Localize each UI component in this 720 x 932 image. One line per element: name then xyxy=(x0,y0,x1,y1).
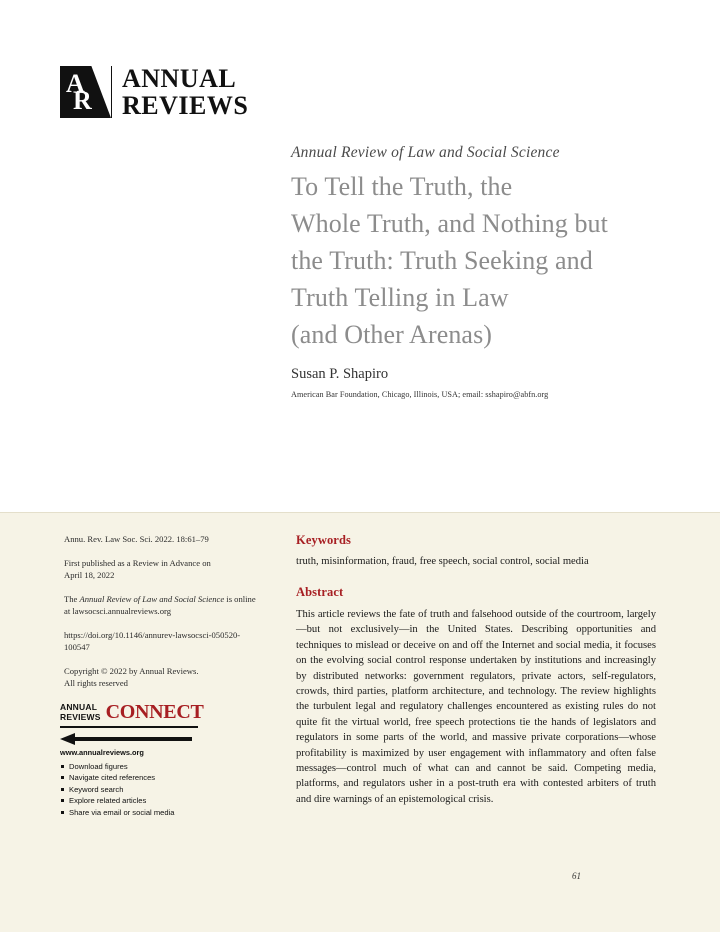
left-arrow-icon xyxy=(60,733,192,745)
article-metadata-column xyxy=(64,533,260,701)
page-title xyxy=(291,168,691,353)
title-line-3: the Truth: Truth Seeking and xyxy=(291,246,593,275)
connect-title: CONNECT xyxy=(105,701,204,723)
connect-feature-list xyxy=(60,761,260,819)
list-item[interactable]: Navigate cited references xyxy=(60,772,260,784)
connect-header xyxy=(60,701,260,724)
first-published-line-2: April 18, 2022 xyxy=(64,570,115,580)
doi-line-2[interactable]: 100547 xyxy=(64,642,90,652)
citation-line: Annu. Rev. Law Soc. Sci. 2022. 18:61–79 xyxy=(64,534,209,544)
journal-name: Annual Review of Law and Social Science xyxy=(291,144,560,161)
abstract-heading: Abstract xyxy=(296,585,344,599)
keywords-heading: Keywords xyxy=(296,533,351,547)
annual-reviews-logo xyxy=(60,66,248,119)
journal-online-title: Annual Review of Law and Social Science xyxy=(79,593,225,604)
first-published-line-1: First published as a Review in Advance on xyxy=(64,557,211,568)
abstract-column xyxy=(296,533,656,807)
list-item[interactable]: Download figures xyxy=(60,761,260,773)
author-affiliation: American Bar Foundation, Chicago, Illinois, USA; email: sshapiro@abfn.org xyxy=(291,390,549,399)
keywords-text: truth, misinformation, fraud, free speech, social control, social media xyxy=(296,556,589,567)
title-line-4: Truth Telling in Law xyxy=(291,283,509,312)
journal-online-url[interactable]: at lawsocsci.annualreviews.org xyxy=(64,606,171,616)
connect-url[interactable]: www.annualreviews.org xyxy=(60,747,144,757)
journal-online-prefix: The xyxy=(64,593,80,604)
copyright-note xyxy=(64,665,260,690)
title-line-1: To Tell the Truth, the xyxy=(291,172,513,201)
logo-slash-shape xyxy=(91,65,111,118)
copyright-line-1: Copyright © 2022 by Annual Reviews. xyxy=(64,665,199,676)
connect-divider xyxy=(60,726,198,728)
annual-reviews-logo-icon xyxy=(60,66,112,118)
logo-letter-a: A xyxy=(66,69,84,98)
journal-online-suffix: is online xyxy=(224,593,256,604)
connect-logo-line-2: REVIEWS xyxy=(60,711,101,722)
annual-reviews-connect-block xyxy=(60,701,260,818)
connect-logo-wordmark xyxy=(60,703,101,722)
connect-logo-line-1: ANNUAL xyxy=(60,702,98,712)
abstract-text: This article reviews the fate of truth and falsehood outside of the courtroom, largely—but not exclusively—in the United States. Describing opportunities and techniques to mislead or deceive on and off the Internet and social media, it focuses on the evolving social control response undertaken by institutions and increasingly by distributed networks: government regulators, private actors, self-regulators, crowds, third parties, platform architecture, and technology. The review highlights the turbulent legal and regulatory challenges encountered as existing rules do not quite fit the virtual world, free speech protections tie the hands of legislators and regulators in some parts of the world, and massive private corporations—whose profitability is maximized by user engagement with inflammatory and often false messages—control much of what can and cannot be said. Competing media, platforms, and regulators usher in a post-truth era with contested arbiters of truth and dire warnings of an epistemological crisis. xyxy=(296,609,656,805)
list-item[interactable]: Keyword search xyxy=(60,784,260,796)
article-info-area xyxy=(0,512,720,932)
doi-link[interactable] xyxy=(64,629,260,654)
author-name: Susan P. Shapiro xyxy=(291,366,389,382)
logo-letter-r: R xyxy=(73,86,91,115)
copyright-line-2: All rights reserved xyxy=(64,678,128,688)
list-item[interactable]: Explore related articles xyxy=(60,795,260,807)
logo-wordmark-line-2: REVIEWS xyxy=(122,91,249,120)
page-number: 61 xyxy=(572,871,581,881)
logo-wordmark xyxy=(122,66,248,119)
journal-online-note xyxy=(64,593,260,618)
logo-wordmark-line-1: ANNUAL xyxy=(122,64,237,93)
first-published xyxy=(64,557,260,582)
title-line-2: Whole Truth, and Nothing but xyxy=(291,209,608,238)
doi-line-1[interactable]: https://doi.org/10.1146/annurev-lawsocsci-050520- xyxy=(64,629,241,640)
title-line-5: (and Other Arenas) xyxy=(291,320,493,349)
list-item[interactable]: Share via email or social media xyxy=(60,807,260,819)
